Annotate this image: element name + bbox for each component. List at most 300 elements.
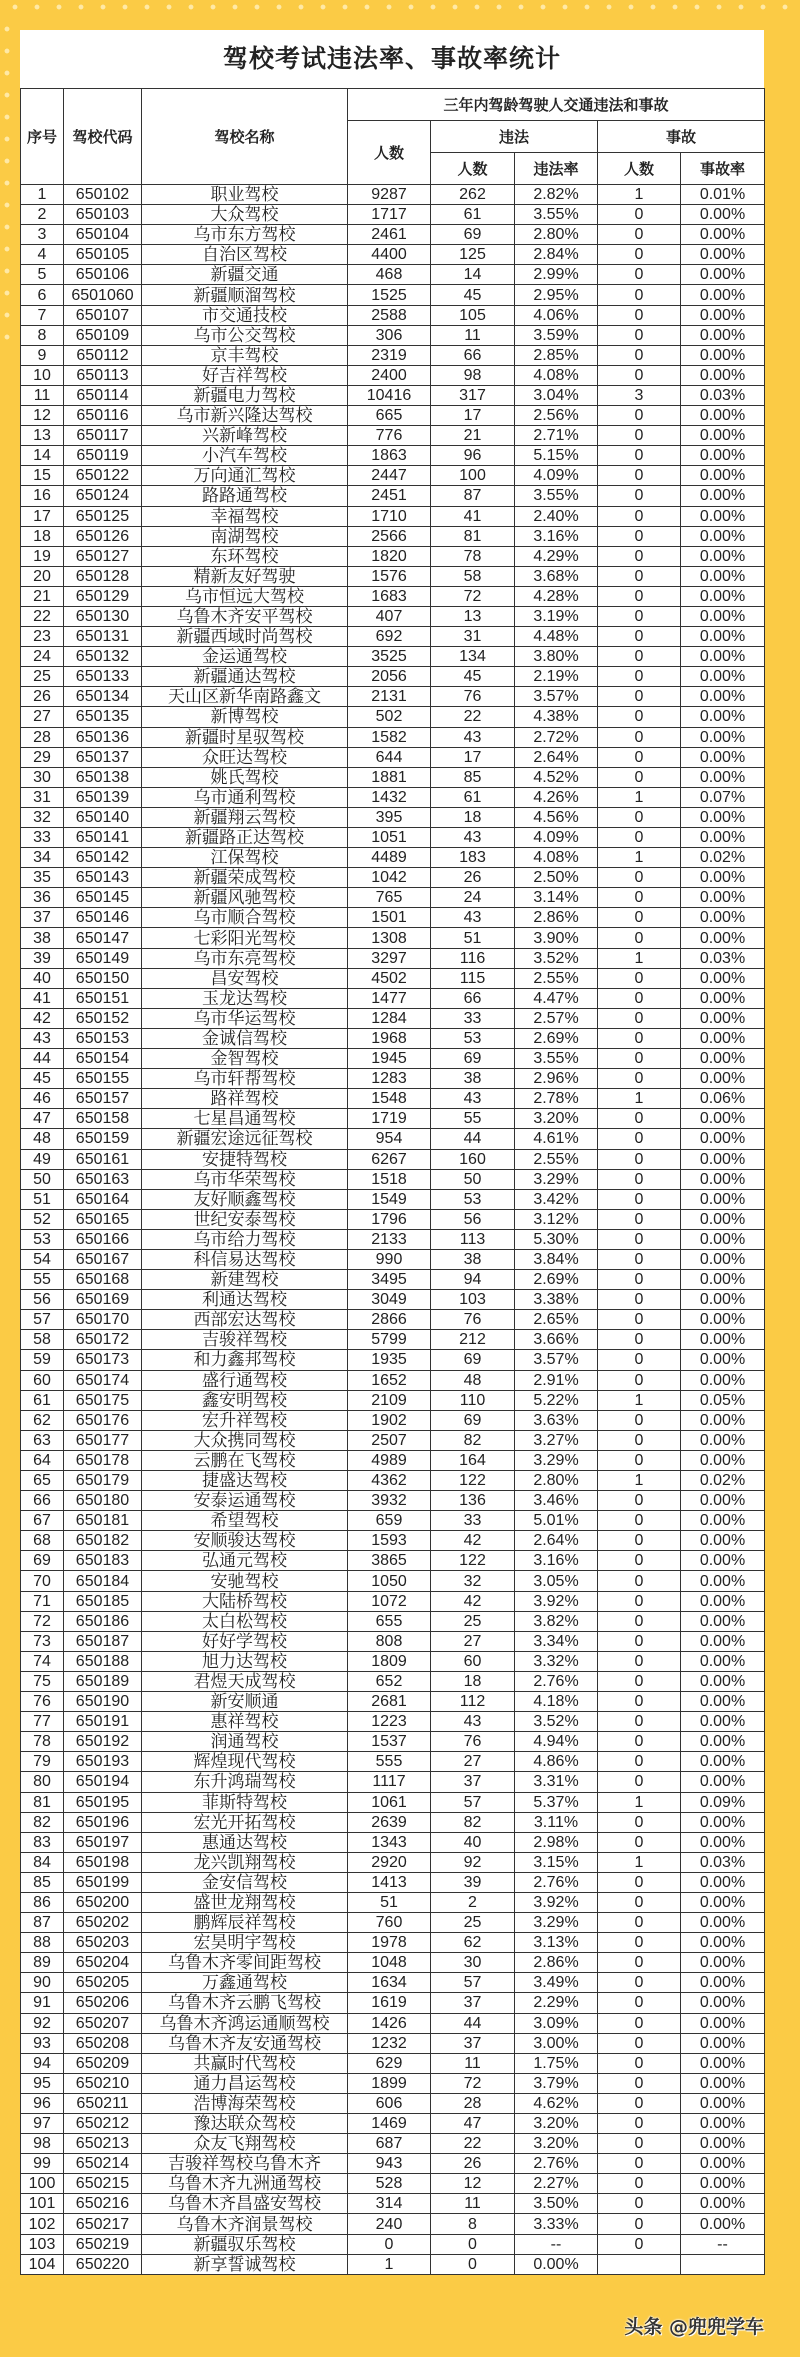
cell-seq: 29 [21,747,64,767]
cell-acc-count: 0 [598,1350,681,1370]
cell-seq: 70 [21,1571,64,1591]
table-row [21,2114,765,2134]
cell-name: 乌市轩帮驾校 [142,1069,348,1089]
cell-seq: 85 [21,1872,64,1892]
cell-acc-count: 0 [598,928,681,948]
cell-name: 京丰驾校 [142,345,348,365]
table-row [21,1129,765,1149]
cell-vio-rate: 3.16% [515,526,598,546]
cell-acc-rate: 0.00% [681,1671,765,1691]
cell-seq: 11 [21,385,64,405]
cell-total: 3525 [348,647,431,667]
cell-acc-rate: 0.00% [681,1611,765,1631]
cell-vio-rate: 3.12% [515,1209,598,1229]
cell-acc-count: 0 [598,667,681,687]
cell-acc-rate: 0.00% [681,727,765,747]
table-row [21,1913,765,1933]
cell-acc-rate: 0.00% [681,627,765,647]
cell-total: 502 [348,707,431,727]
cell-vio-count: 43 [431,828,515,848]
cell-vio-count: 110 [431,1390,515,1410]
cell-vio-count: 69 [431,1410,515,1430]
cell-vio-count: 37 [431,1993,515,2013]
cell-acc-rate: 0.00% [681,1752,765,1772]
cell-acc-count: 0 [598,1551,681,1571]
cell-vio-rate: 2.69% [515,1270,598,1290]
cell-acc-count: 0 [598,1169,681,1189]
cell-name: 新疆宏途远征驾校 [142,1129,348,1149]
cell-name: 新博驾校 [142,707,348,727]
cell-acc-rate: 0.00% [681,2214,765,2234]
cell-name: 精新友好驾驶 [142,566,348,586]
cell-vio-rate: 3.20% [515,1109,598,1129]
cell-vio-rate: 3.29% [515,1169,598,1189]
cell-vio-rate: 4.56% [515,807,598,827]
cell-total: 2588 [348,305,431,325]
cell-vio-rate: 3.04% [515,385,598,405]
cell-acc-rate: 0.00% [681,526,765,546]
cell-code: 650187 [64,1631,142,1651]
cell-acc-rate: 0.00% [681,1531,765,1551]
cell-name: 润通驾校 [142,1732,348,1752]
cell-seq: 31 [21,787,64,807]
cell-acc-count: 0 [598,1832,681,1852]
cell-vio-rate: 2.82% [515,185,598,205]
cell-name: 新疆西域时尚驾校 [142,627,348,647]
cell-acc-rate: 0.00% [681,2093,765,2113]
cell-total: 692 [348,627,431,647]
cell-name: 新疆风驰驾校 [142,888,348,908]
table-row [21,406,765,426]
cell-code: 650130 [64,606,142,626]
cell-seq: 67 [21,1511,64,1531]
cell-vio-count: 39 [431,1872,515,1892]
cell-name: 鹏辉辰祥驾校 [142,1913,348,1933]
cell-code: 650172 [64,1330,142,1350]
table-row [21,385,765,405]
cell-seq: 26 [21,687,64,707]
cell-name: 东环驾校 [142,546,348,566]
table-row [21,1671,765,1691]
cell-vio-rate: 5.01% [515,1511,598,1531]
cell-acc-rate: 0.00% [681,1350,765,1370]
cell-vio-rate: 0.00% [515,2254,598,2274]
table-row [21,1491,765,1511]
cell-vio-count: 92 [431,1852,515,1872]
frame-dots-top [0,0,800,14]
cell-name: 金诚信驾校 [142,1028,348,1048]
cell-total: 2133 [348,1229,431,1249]
cell-acc-rate: 0.00% [681,1571,765,1591]
cell-acc-count: 0 [598,1631,681,1651]
cell-total: 3297 [348,948,431,968]
cell-total: 665 [348,406,431,426]
table-row [21,1752,765,1772]
cell-name: 安捷特驾校 [142,1149,348,1169]
cell-code: 650103 [64,205,142,225]
cell-total: 1343 [348,1832,431,1852]
table-row [21,1028,765,1048]
cell-vio-rate: 3.52% [515,1712,598,1732]
cell-total: 1968 [348,1028,431,1048]
cell-seq: 20 [21,566,64,586]
cell-vio-rate: 1.75% [515,2053,598,2073]
cell-vio-rate: 2.57% [515,1008,598,1028]
table-row [21,1290,765,1310]
cell-code: 650136 [64,727,142,747]
cell-acc-rate: 0.03% [681,948,765,968]
cell-code: 650105 [64,245,142,265]
cell-acc-rate: 0.00% [681,1109,765,1129]
table-row [21,1611,765,1631]
cell-vio-count: 45 [431,667,515,687]
cell-acc-count: 0 [598,1571,681,1591]
cell-acc-rate: 0.00% [681,1189,765,1209]
cell-acc-count: 0 [598,606,681,626]
cell-acc-rate: 0.00% [681,928,765,948]
table-row [21,1109,765,1129]
cell-total: 1413 [348,1872,431,1892]
cell-vio-rate: 5.15% [515,446,598,466]
cell-acc-count: 0 [598,1953,681,1973]
cell-acc-rate: 0.00% [681,1631,765,1651]
cell-total: 1634 [348,1973,431,1993]
cell-total: 1820 [348,546,431,566]
cell-seq: 86 [21,1892,64,1912]
cell-vio-count: 112 [431,1692,515,1712]
cell-vio-rate: 4.62% [515,2093,598,2113]
cell-vio-count: 113 [431,1229,515,1249]
cell-acc-count: 0 [598,245,681,265]
cell-seq: 24 [21,647,64,667]
cell-acc-rate: 0.09% [681,1792,765,1812]
table-row [21,546,765,566]
table-row [21,225,765,245]
cell-vio-rate: 3.59% [515,325,598,345]
cell-acc-rate: 0.00% [681,566,765,586]
cell-vio-count: 14 [431,265,515,285]
cell-name: 七星昌通驾校 [142,1109,348,1129]
cell-vio-count: 24 [431,888,515,908]
cell-vio-count: 72 [431,586,515,606]
cell-vio-count: 61 [431,205,515,225]
cell-seq: 56 [21,1290,64,1310]
cell-name: 君煜天成驾校 [142,1671,348,1691]
cell-seq: 28 [21,727,64,747]
cell-vio-count: 28 [431,2093,515,2113]
cell-code: 650213 [64,2134,142,2154]
cell-total: 1477 [348,988,431,1008]
cell-seq: 93 [21,2033,64,2053]
cell-acc-count: 0 [598,506,681,526]
cell-name: 众旺达驾校 [142,747,348,767]
cell-seq: 47 [21,1109,64,1129]
cell-total: 1518 [348,1169,431,1189]
cell-vio-rate: 2.64% [515,1531,598,1551]
cell-acc-count: 0 [598,908,681,928]
cell-acc-count: 0 [598,2154,681,2174]
cell-vio-count: 53 [431,1189,515,1209]
cell-seq: 74 [21,1651,64,1671]
cell-code: 650138 [64,767,142,787]
cell-vio-count: 41 [431,506,515,526]
header-seq: 序号 [21,89,64,185]
cell-code: 650179 [64,1471,142,1491]
cell-vio-count: 76 [431,1732,515,1752]
cell-name: 希望驾校 [142,1511,348,1531]
cell-seq: 17 [21,506,64,526]
cell-code: 650166 [64,1229,142,1249]
cell-acc-count: 0 [598,1229,681,1249]
table-row [21,928,765,948]
table-row [21,1229,765,1249]
table-row [21,1732,765,1752]
cell-code: 650154 [64,1049,142,1069]
cell-name: 宏光开拓驾校 [142,1812,348,1832]
cell-code: 650220 [64,2254,142,2274]
cell-name: 旭力达驾校 [142,1651,348,1671]
cell-name: 大众驾校 [142,205,348,225]
cell-acc-count: 0 [598,647,681,667]
cell-vio-count: 17 [431,406,515,426]
table-row [21,466,765,486]
cell-acc-rate: 0.00% [681,1330,765,1350]
cell-vio-count: 62 [431,1933,515,1953]
cell-seq: 45 [21,1069,64,1089]
cell-vio-count: 45 [431,285,515,305]
table-row [21,828,765,848]
cell-code: 650212 [64,2114,142,2134]
cell-total: 1537 [348,1732,431,1752]
cell-acc-count: 0 [598,586,681,606]
cell-total: 555 [348,1752,431,1772]
cell-name: 金运通驾校 [142,647,348,667]
table-row [21,627,765,647]
header-group: 三年内驾龄驾驶人交通违法和事故 [348,89,765,121]
cell-acc-rate: 0.00% [681,325,765,345]
cell-vio-rate: 3.55% [515,205,598,225]
cell-seq: 2 [21,205,64,225]
cell-acc-rate: 0.00% [681,1712,765,1732]
cell-seq: 101 [21,2194,64,2214]
cell-total: 4502 [348,968,431,988]
cell-acc-rate: 0.00% [681,285,765,305]
cell-code: 650149 [64,948,142,968]
cell-acc-count: 0 [598,868,681,888]
cell-name: 乌市华运驾校 [142,1008,348,1028]
cell-acc-count: 0 [598,526,681,546]
cell-total: 4489 [348,848,431,868]
cell-total: 0 [348,2234,431,2254]
cell-acc-rate: 0.00% [681,546,765,566]
cell-vio-count: 103 [431,1290,515,1310]
cell-name: 利通达驾校 [142,1290,348,1310]
table-row [21,606,765,626]
cell-acc-count: 3 [598,385,681,405]
cell-acc-rate: 0.00% [681,2053,765,2073]
cell-total: 1525 [348,285,431,305]
cell-code: 650181 [64,1511,142,1531]
cell-name: 兴新峰驾校 [142,426,348,446]
cell-vio-count: 37 [431,1772,515,1792]
cell-acc-count: 0 [598,2073,681,2093]
cell-total: 1576 [348,566,431,586]
header-name: 驾校名称 [142,89,348,185]
cell-acc-rate: 0.00% [681,1993,765,2013]
table-row [21,486,765,506]
table-row [21,1591,765,1611]
cell-vio-count: 317 [431,385,515,405]
cell-acc-rate: 0.00% [681,606,765,626]
cell-acc-count: 0 [598,988,681,1008]
cell-acc-rate: 0.00% [681,486,765,506]
cell-name: 天山区新华南路鑫文 [142,687,348,707]
cell-code: 650137 [64,747,142,767]
cell-total: 760 [348,1913,431,1933]
cell-code: 650147 [64,928,142,948]
cell-acc-count: 0 [598,1671,681,1691]
cell-total: 1935 [348,1350,431,1370]
cell-acc-count: 0 [598,285,681,305]
cell-total: 776 [348,426,431,446]
cell-seq: 13 [21,426,64,446]
cell-seq: 60 [21,1370,64,1390]
cell-vio-rate: 4.52% [515,767,598,787]
cell-vio-rate: 3.42% [515,1189,598,1209]
cell-code: 650216 [64,2194,142,2214]
cell-acc-rate: 0.00% [681,1973,765,1993]
cell-vio-count: 18 [431,1671,515,1691]
cell-total: 1899 [348,2073,431,2093]
cell-name: 宏昊明宇驾校 [142,1933,348,1953]
cell-total: 644 [348,747,431,767]
cell-vio-rate: 3.14% [515,888,598,908]
cell-acc-count: 0 [598,1129,681,1149]
cell-code: 650170 [64,1310,142,1330]
cell-seq: 9 [21,345,64,365]
cell-acc-count: 0 [598,1370,681,1390]
cell-acc-count: 0 [598,1290,681,1310]
table-row [21,687,765,707]
cell-acc-rate: 0.00% [681,2073,765,2093]
cell-acc-count: 0 [598,1310,681,1330]
cell-acc-count: 0 [598,305,681,325]
cell-vio-rate: 2.86% [515,908,598,928]
cell-seq: 58 [21,1330,64,1350]
cell-name: 江保驾校 [142,848,348,868]
cell-code: 650185 [64,1591,142,1611]
cell-vio-rate: 4.48% [515,627,598,647]
cell-seq: 65 [21,1471,64,1491]
cell-seq: 80 [21,1772,64,1792]
statistics-table [20,88,765,2275]
cell-acc-count: 0 [598,1330,681,1350]
cell-acc-rate: 0.00% [681,2114,765,2134]
cell-total: 1042 [348,868,431,888]
cell-total: 314 [348,2194,431,2214]
cell-name: 新疆荣成驾校 [142,868,348,888]
cell-vio-count: 38 [431,1249,515,1269]
table-row [21,305,765,325]
cell-code: 650119 [64,446,142,466]
cell-vio-count: 8 [431,2214,515,2234]
cell-code: 650157 [64,1089,142,1109]
cell-code: 650219 [64,2234,142,2254]
cell-seq: 62 [21,1410,64,1430]
cell-acc-count: 0 [598,1209,681,1229]
cell-code: 650146 [64,908,142,928]
cell-acc-rate: 0.00% [681,2194,765,2214]
cell-acc-rate: 0.00% [681,2013,765,2033]
cell-seq: 25 [21,667,64,687]
header-acc-count: 人数 [598,153,681,185]
cell-name: 新疆通达驾校 [142,667,348,687]
cell-acc-rate: 0.00% [681,1832,765,1852]
cell-acc-count: 0 [598,2134,681,2154]
cell-total: 1809 [348,1651,431,1671]
cell-seq: 16 [21,486,64,506]
cell-vio-rate: 3.68% [515,566,598,586]
cell-acc-rate: 0.00% [681,888,765,908]
cell-code: 650117 [64,426,142,446]
cell-acc-rate: 0.00% [681,1892,765,1912]
cell-code: 650124 [64,486,142,506]
cell-acc-rate: 0.00% [681,2154,765,2174]
cell-total: 2461 [348,225,431,245]
cell-code: 650207 [64,2013,142,2033]
cell-name: 金安信驾校 [142,1872,348,1892]
cell-vio-count: 38 [431,1069,515,1089]
cell-name: 共赢时代驾校 [142,2053,348,2073]
cell-acc-rate: 0.00% [681,586,765,606]
table-row [21,2033,765,2053]
cell-total: 51 [348,1892,431,1912]
cell-total: 2507 [348,1430,431,1450]
cell-seq: 61 [21,1390,64,1410]
cell-vio-count: 69 [431,1350,515,1370]
cell-vio-rate: 4.08% [515,365,598,385]
cell-vio-count: 43 [431,1712,515,1732]
cell-acc-count: 0 [598,1410,681,1430]
cell-total: 528 [348,2174,431,2194]
cell-name: 小汽车驾校 [142,446,348,466]
cell-acc-count: 0 [598,727,681,747]
cell-vio-count: 22 [431,2134,515,2154]
cell-acc-count: 0 [598,828,681,848]
cell-name: 乌鲁木齐云鹏飞驾校 [142,1993,348,2013]
cell-code: 650209 [64,2053,142,2073]
table-row [21,667,765,687]
cell-vio-rate: 2.78% [515,1089,598,1109]
cell-code: 650174 [64,1370,142,1390]
cell-vio-count: 82 [431,1812,515,1832]
table-row [21,1169,765,1189]
cell-vio-count: 87 [431,486,515,506]
table-row [21,285,765,305]
cell-vio-rate: 5.30% [515,1229,598,1249]
cell-vio-count: 0 [431,2254,515,2274]
cell-vio-rate: 3.38% [515,1290,598,1310]
cell-acc-rate [681,2254,765,2274]
cell-acc-rate: 0.00% [681,747,765,767]
table-row [21,1209,765,1229]
table-row [21,345,765,365]
cell-acc-count: 0 [598,767,681,787]
cell-vio-count: 76 [431,1310,515,1330]
cell-acc-count: 0 [598,1872,681,1892]
cell-total: 1593 [348,1531,431,1551]
cell-seq: 49 [21,1149,64,1169]
